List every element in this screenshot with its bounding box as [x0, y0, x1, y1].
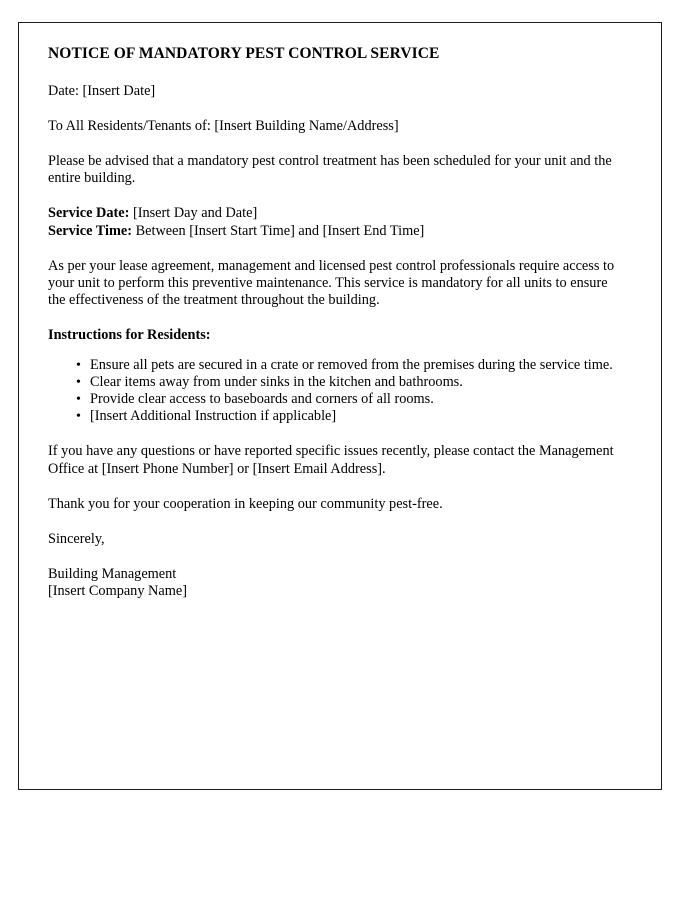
service-time-label: Service Time: [48, 222, 133, 239]
bullet-icon: • [76, 374, 81, 390]
service-date-line [48, 205, 627, 222]
list-item-label: [Insert Additional Instruction if applicable] [90, 408, 337, 425]
recipient-line: To All Residents/Tenants of: [Insert Building Name/Address] [48, 117, 399, 134]
page-title: NOTICE OF MANDATORY PEST CONTROL SERVICE [48, 45, 440, 62]
signature-block [48, 566, 627, 600]
signature-name: Building Management [48, 566, 177, 583]
date-line: Date: [Insert Date] [48, 82, 156, 99]
contact-paragraph: If you have any questions or have reported specific issues recently, please contact the Management Office at [Insert Phone Number] or [Insert Email Address]. [48, 443, 614, 477]
document-page-border [18, 22, 662, 790]
list-item [76, 356, 627, 374]
closing-line: Sincerely, [48, 531, 105, 548]
service-time-value: Between [Insert Start Time] and [Insert End Time] [135, 222, 425, 239]
service-date-label: Service Date: [48, 205, 130, 222]
signature-company: [Insert Company Name] [48, 583, 187, 600]
list-item [76, 373, 627, 391]
service-date-value: [Insert Day and Date] [132, 205, 258, 222]
list-item-label: Ensure all pets are secured in a crate or removed from the premises during the service time. [90, 356, 613, 373]
bullet-icon: • [76, 409, 81, 425]
service-details-block [48, 205, 627, 239]
list-item [76, 408, 627, 425]
list-item [76, 391, 627, 408]
list-item-label: Provide clear access to baseboards and corners of all rooms. [90, 391, 434, 408]
thanks-paragraph: Thank you for your cooperation in keeping our community pest-free. [48, 495, 443, 512]
bullet-icon: • [76, 357, 81, 373]
instructions-heading: Instructions for Residents: [48, 327, 211, 344]
list-item-label: Clear items away from under sinks in the kitchen and bathrooms. [90, 373, 463, 390]
intro-paragraph: Please be advised that a mandatory pest control treatment has been scheduled for your unit and the entire building. [48, 153, 612, 187]
access-paragraph: As per your lease agreement, management and licensed pest control professionals require access to your unit to perform this preventive maintenance. This service is mandatory for all units to ensure the effectiveness of the treatment throughout the building. [48, 257, 615, 309]
service-time-line [48, 223, 627, 240]
instructions-list [48, 357, 627, 426]
document-body [19, 23, 661, 601]
bullet-icon: • [76, 392, 81, 408]
